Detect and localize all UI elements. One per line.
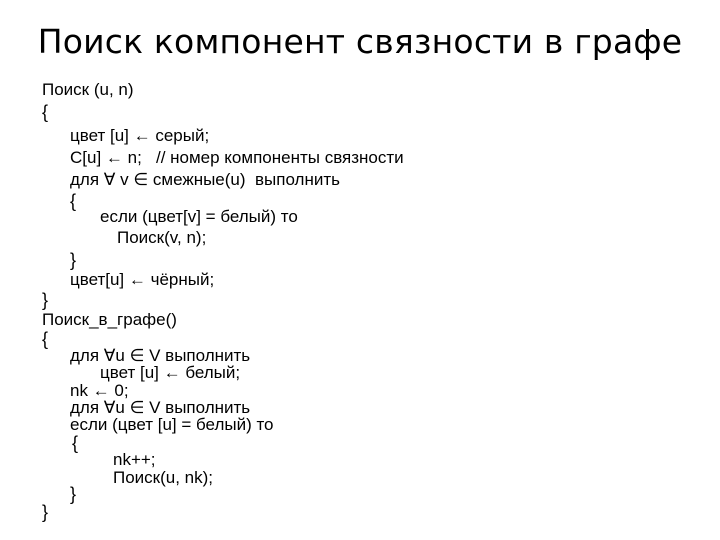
code-line-for-all-vertices: для ∀u ∈ V выполнить (70, 398, 251, 417)
code-line-nk-init: nk ← 0; (70, 381, 129, 400)
code-line-for-adjacent: для ∀ v ∈ смежные(u) выполнить (70, 170, 340, 189)
code-line-open-brace: { (42, 329, 49, 349)
code-line-if-white: если (цвет [u] = белый) то (70, 415, 274, 434)
code-line-if-white: если (цвет[v] = белый) то (100, 207, 298, 226)
code-line-close-brace: } (42, 290, 49, 310)
code-line-search-call: Поиск(u, nk); (113, 468, 214, 487)
code-line-close-brace: } (70, 250, 77, 270)
code-line-nk-increment: nk++; (113, 450, 156, 469)
code-line-for-all-vertices: для ∀u ∈ V выполнить (70, 346, 251, 365)
code-line-close-brace: } (42, 502, 49, 522)
slide-title: Поиск компонент связности в графе (37, 22, 683, 61)
code-line-recursive-call: Поиск(v, n); (117, 228, 207, 247)
code-line-color-gray: цвет [u] ← серый; (70, 126, 210, 145)
code-line-search-signature: Поиск (u, n) (42, 80, 134, 99)
code-line-color-white: цвет [u] ← белый; (100, 363, 241, 382)
code-line-open-brace: { (42, 102, 49, 122)
code-line-open-brace: { (70, 191, 77, 211)
code-line-color-black: цвет[u] ← чёрный; (70, 270, 215, 289)
code-line-component-assign: C[u] ← n; // номер компоненты связности (70, 148, 404, 167)
code-line-open-brace: { (72, 433, 79, 453)
code-line-close-brace: } (70, 484, 77, 504)
code-line-graph-search-signature: Поиск_в_графе() (42, 310, 177, 329)
